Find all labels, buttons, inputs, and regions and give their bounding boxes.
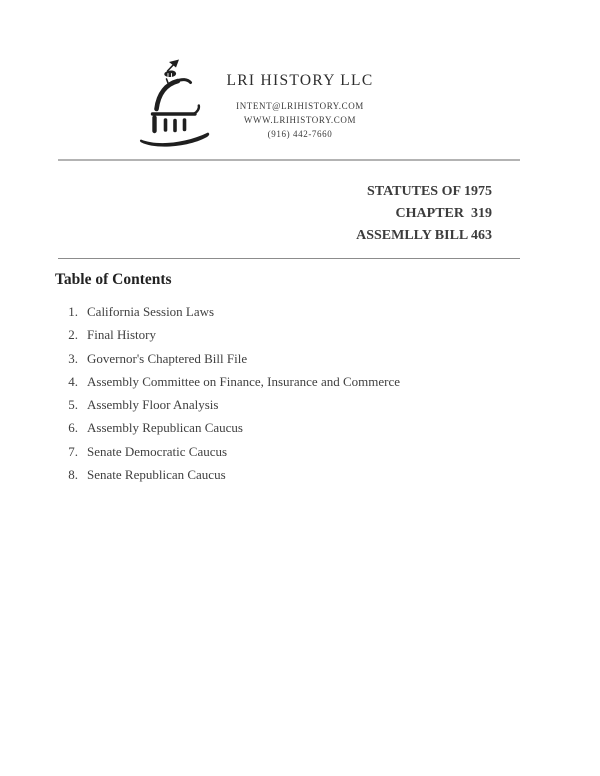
toc-item: [55, 445, 400, 458]
toc-item-number: 4.: [68, 373, 78, 389]
company-phone: (916) 442-7660: [267, 129, 333, 139]
toc-item: [55, 421, 400, 434]
toc-item-label: Senate Democratic Caucus: [87, 443, 228, 459]
chapter-line: CHAPTER 319: [395, 206, 492, 221]
toc-item-number: 6.: [68, 420, 78, 436]
toc-item-number: 5.: [68, 397, 78, 413]
toc-item-label: Governor's Chaptered Bill File: [87, 350, 248, 366]
toc-item-number: 8.: [68, 467, 78, 483]
company-name: LRI HISTORY LLC: [226, 72, 374, 89]
toc-item: [55, 328, 400, 341]
toc-item-label: Assembly Republican Caucus: [87, 420, 243, 436]
toc-item-label: Senate Republican Caucus: [87, 467, 226, 483]
bill-header: [356, 181, 492, 247]
toc-item: [55, 305, 400, 318]
toc-item: [55, 352, 400, 365]
toc-item-label: Assembly Floor Analysis: [87, 397, 219, 413]
toc-item-label: California Session Laws: [87, 304, 215, 319]
toc-list: [55, 305, 400, 491]
toc-item-label: Assembly Committee on Finance, Insurance and Commerce: [87, 373, 401, 389]
horizontal-rule-bottom: [58, 258, 520, 259]
toc-item-number: 2.: [68, 327, 78, 343]
horizontal-rule-top: [58, 159, 520, 161]
letterhead: [0, 71, 600, 141]
toc-item-number: 7.: [68, 443, 78, 459]
statutes-line: STATUTES OF 1975: [367, 184, 492, 199]
company-website: WWW.LRIHISTORY.COM: [243, 115, 357, 125]
toc-item-label: Final History: [87, 327, 156, 343]
toc-item: [55, 375, 400, 388]
toc-item-number: 1.: [68, 304, 78, 319]
toc-heading: Table of Contents: [55, 271, 172, 288]
toc-item-number: 3.: [68, 350, 78, 366]
company-email: INTENT@LRIHISTORY.COM: [236, 101, 364, 111]
toc-item: [55, 398, 400, 411]
assembly-bill-line: ASSEMLLY BILL 463: [356, 228, 492, 243]
toc-item: [55, 468, 400, 481]
